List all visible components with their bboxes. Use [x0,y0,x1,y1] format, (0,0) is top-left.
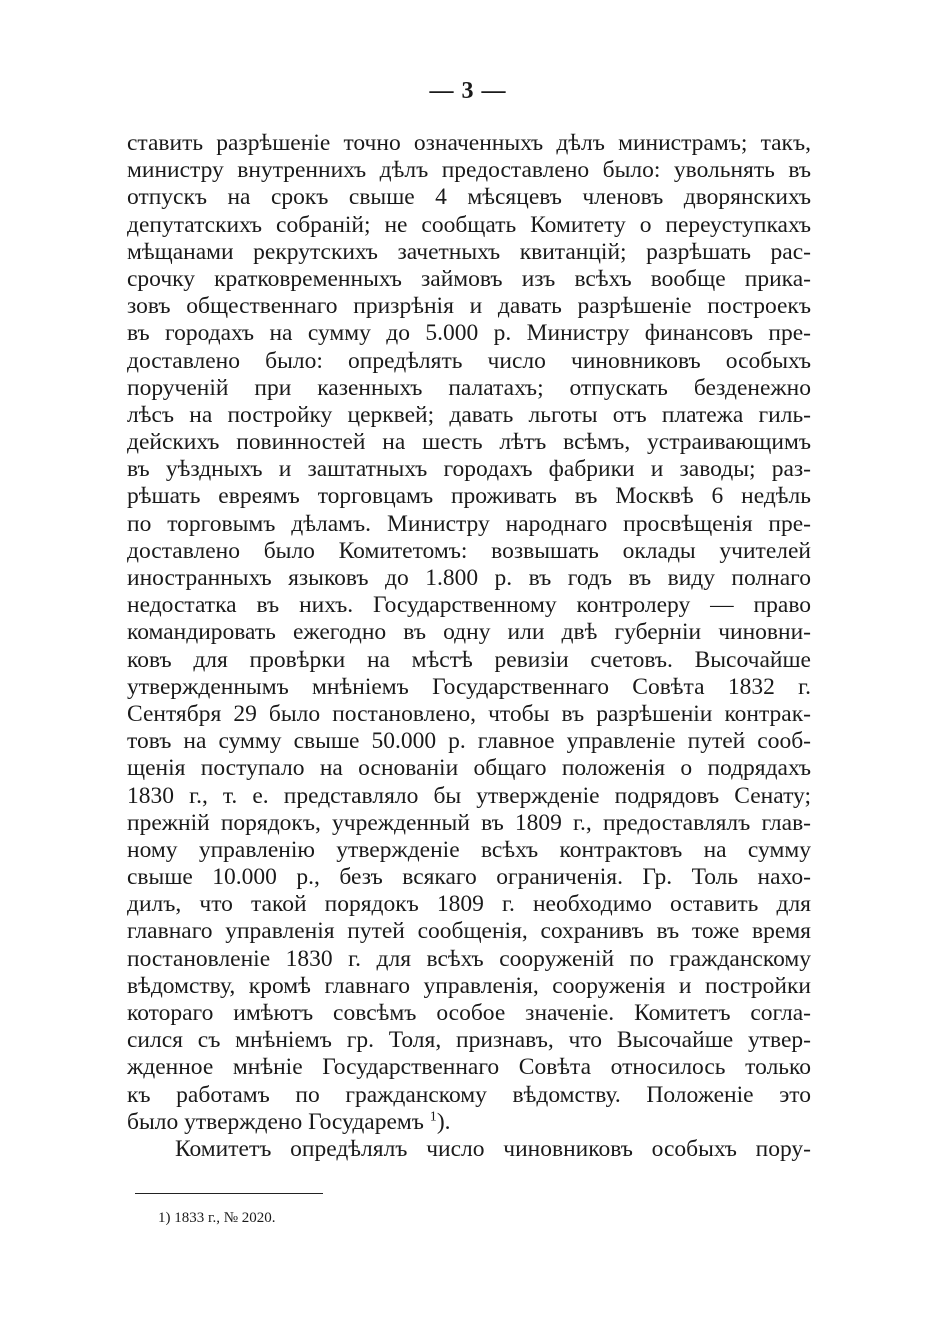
text-line: главнаго управленія путей сообщенія, сохранивъ въ тоже время [127,918,811,945]
text-line: постановленіе 1830 г. для всѣхъ сооруженій по гражданскому [127,945,811,972]
text-line: рѣшать евреямъ торговцамъ проживать въ Москвѣ 6 недѣль [127,483,811,510]
text-line: срочку кратковременныхъ займовъ изъ всѣхъ вообще прика- [127,265,811,292]
text-line: ковъ для провѣрки на мѣстѣ ревизіи счетовъ. Высочайше [127,646,811,673]
text-line: 1830 г., т. е. представляло бы утвержденіе подрядовъ Сенату; [127,782,811,809]
footnote: 1) 1833 г., № 2020. [158,1210,276,1226]
paragraph-start-line: Комитетъ опредѣлялъ число чиновниковъ особыхъ пору- [175,1135,811,1162]
text-line: ному управленію утвержденіе всѣхъ контрактовъ на сумму [127,836,811,863]
text-line: въ уѣздныхъ и заштатныхъ городахъ фабрики и заводы; раз- [127,456,811,483]
paragraph-end-line [127,1109,811,1136]
text-line: жденное мнѣніе Государственнаго Совѣта относилось только [127,1054,811,1081]
footnote-marker: 1 [429,1108,437,1125]
text-line: зовъ общественнаго призрѣнія и давать разрѣшеніе построекъ [127,293,811,320]
body-text [127,130,811,1163]
text-line: ставить разрѣшеніе точно означенныхъ дѣлъ министрамъ; такъ, [127,130,811,156]
text-line: Сентября 29 было постановлено, чтобы въ разрѣшеніи контрак- [127,700,811,727]
text-line: отпускъ на срокъ свыше 4 мѣсяцевъ членовъ дворянскихъ [127,184,811,211]
text-line: доставлено было: опредѣлять число чиновниковъ особыхъ [127,347,811,374]
text-line: въ городахъ на сумму до 5.000 р. Министру финансовъ пре- [127,320,811,347]
page-number: — 3 — [429,78,507,104]
text-line: командировать ежегодно въ одну или двѣ губерніи чиновни- [127,619,811,646]
text-line: порученій при казенныхъ палатахъ; отпускать безденежно [127,374,811,401]
footnote-divider [135,1193,323,1194]
text-line: щенія поступало на основаніи общаго положенія о подрядахъ [127,755,811,782]
closing-punctuation: ). [436,1108,451,1135]
text-line: дилъ, что такой порядокъ 1809 г. необходимо оставить для [127,891,811,918]
text-line: доставлено было Комитетомъ: возвышать оклады учителей [127,537,811,564]
text-line: министру внутреннихъ дѣлъ предоставлено было: увольнять въ [127,157,811,184]
text-line: товъ на сумму свыше 50.000 р. главное управленіе путей сооб- [127,728,811,755]
text-line: недостатка въ нихъ. Государственному контролеру — право [127,592,811,619]
text-line: сился съ мнѣніемъ гр. Толя, признавъ, что Высочайше утвер- [127,1027,811,1054]
text-line: свыше 10.000 р., безъ всякаго ограниченія. Гр. Толь нахо- [127,864,811,891]
text-line: дейскихъ повинностей на шесть лѣтъ всѣмъ, устраивающимъ [127,429,811,456]
text-line: утвержденнымъ мнѣніемъ Государственнаго Совѣта 1832 г. [127,673,811,700]
text-line: иностранныхъ языковъ до 1.800 р. въ годъ въ виду полнаго [127,565,811,591]
text-line: прежній порядокъ, учрежденный въ 1809 г., предоставлялъ глав- [127,809,811,836]
text-line: депутатскихъ собраній; не сообщать Комитету о переуступкахъ [127,211,811,238]
text-line: по торговымъ дѣламъ. Министру народнаго просвѣщенія пре- [127,510,811,537]
text-line: къ работамъ по гражданскому вѣдомству. Положеніе это [127,1081,811,1108]
text-line: вѣдомству, кромѣ главнаго управленія, сооруженія и постройки [127,972,811,999]
text-line: мѣщанами рекрутскихъ зачетныхъ квитанцій; разрѣшать рас- [127,238,811,265]
text-line: котораго имѣютъ совсѣмъ особое значеніе. Комитетъ согла- [127,1000,811,1026]
text-line: лѣсъ на постройку церквей; давать льготы отъ платежа гиль- [127,401,811,428]
text-line-content: было утверждено Государемъ [127,1108,424,1135]
